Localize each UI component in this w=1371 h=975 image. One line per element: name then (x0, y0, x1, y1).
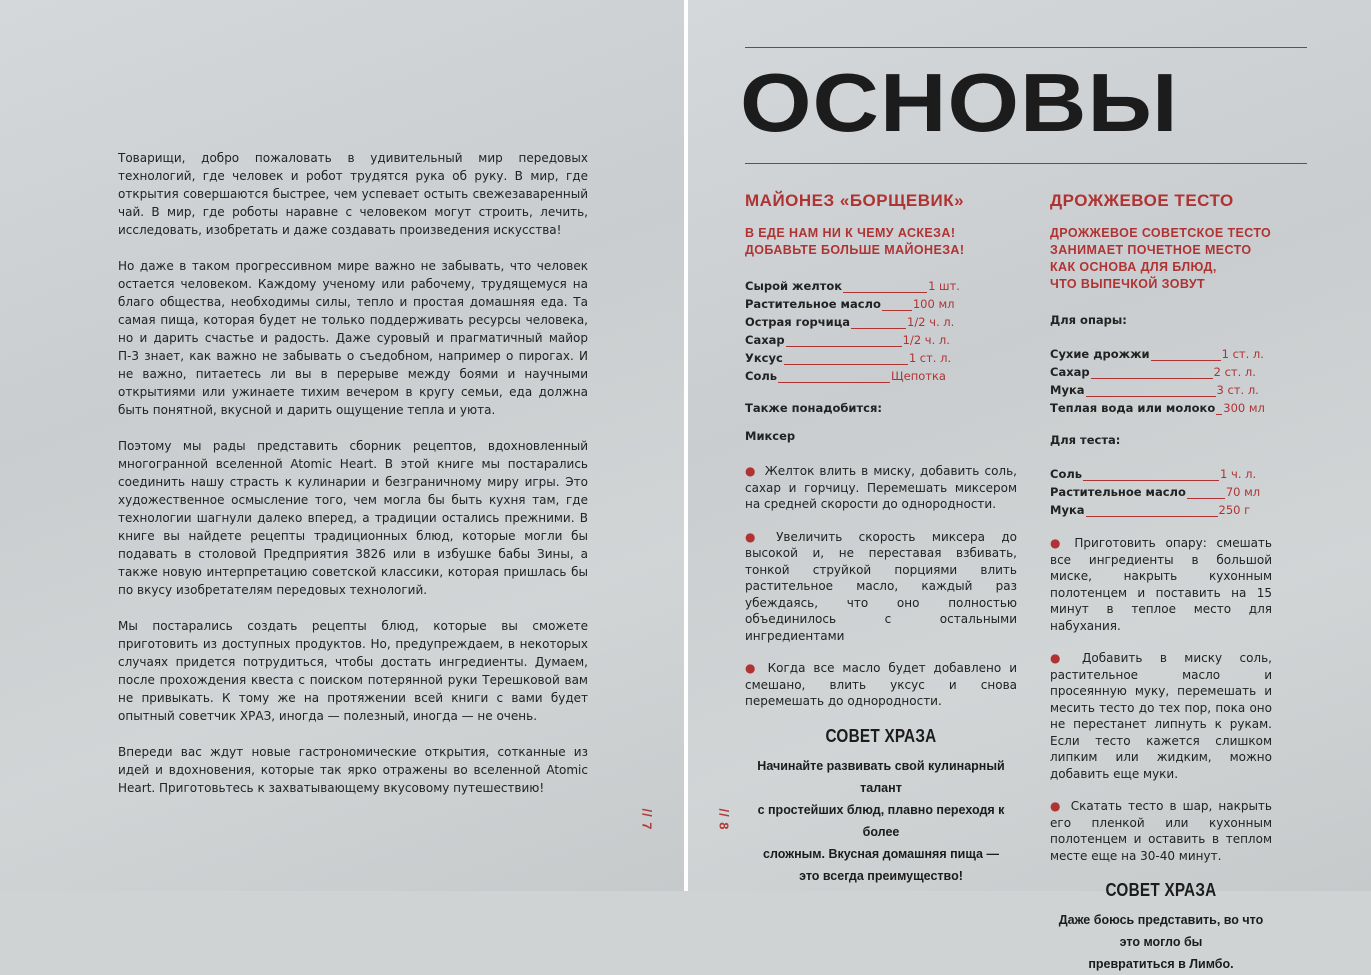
step-item (745, 529, 1017, 645)
ingredient-name: Сахар (745, 333, 785, 347)
ingredient-name: Соль (1050, 467, 1083, 481)
ingredient-row (745, 275, 1017, 293)
ingredient-name: Теплая вода или молоко (1050, 401, 1216, 415)
subtitle-line: ДОБАВЬТЕ БОЛЬШЕ МАЙОНЕЗА! (745, 243, 965, 257)
intro-paragraph: Поэтому мы рады представить сборник рецептов, вдохновленный многогранной вселенной Atomic Heart. В этой книге мы постарались соединить нашу страсть к кулинарии и безграничному миру игры. Это художественное осмысление того, чем могла бы быть кухня там, где технологии шагнули далеко вперед, а традиции остались прежними. В книге вы найдете рецепты традиционных блюд, которые могли бы подавать в столовой Предприятия 3826 или в избушке бабы Зины, а также новую интерпретацию советской классики, которая пришлась бы по вкусу изобретателям передовых технологий. (118, 439, 588, 597)
ingredient-name: Соль (745, 369, 778, 383)
leader-line (786, 340, 902, 347)
step-item (745, 660, 1017, 710)
leader-line (851, 322, 906, 329)
intro-paragraph: Впереди вас ждут новые гастрономические открытия, сотканные из идей и вдохновения, которые так ярко отражены во вселенной Atomic Heart. Приготовьтесь к захватывающему вкусовому путешествию! (118, 745, 588, 795)
step-text: Желток влить в миску, добавить соль, сахар и горчицу. Перемешать миксером на средней скорости до однородности. (745, 464, 1017, 511)
step-text: Увеличить скорость миксера до высокой и, не переставая взбивать, тонкой струйкой порциями влить растительное масло, каждый раз убеждаясь, что оно полностью объединилось с остальными ингредиентами (745, 529, 1017, 643)
ingredient-row (1050, 379, 1272, 397)
page-title: ОСНОВЫ (740, 57, 1179, 149)
ingredient-name: Мука (1050, 383, 1085, 397)
leader-line (1187, 492, 1225, 499)
ingredient-qty: 3 ст. л. (1216, 383, 1259, 397)
tip-line: это всегда преимущество! (799, 868, 963, 883)
ingredient-name: Уксус (745, 351, 783, 365)
step-item (1050, 650, 1272, 782)
page-number-right: // 8 (716, 808, 732, 831)
step-text: Приготовить опару: смешать все ингредиенты в большой миске, накрыть кухонным полотенцем и поставить на 15 минут в теплое место для набухания. (1050, 536, 1272, 633)
ingredient-list (745, 275, 1017, 383)
ingredient-qty: 1 ст. л. (1221, 347, 1264, 361)
ingredient-row (745, 329, 1017, 347)
leader-line (1216, 408, 1222, 415)
tip-line: Даже боюсь представить, во что это могло бы (1058, 913, 1264, 949)
bullet-icon: ● (1050, 536, 1067, 550)
bullet-icon: ● (1050, 651, 1075, 665)
leader-line (1086, 390, 1216, 397)
ingredient-name: Мука (1050, 503, 1085, 517)
bullet-icon: ● (745, 529, 769, 544)
ingredient-row (1050, 361, 1272, 379)
ingredient-row (1050, 499, 1272, 517)
intro-text (118, 149, 588, 815)
step-item (745, 463, 1017, 513)
ingredient-row (1050, 343, 1272, 361)
ingredient-name: Сахар (1050, 365, 1090, 379)
leader-line (1086, 510, 1218, 517)
ingredient-qty: 1 ч. л. (1220, 467, 1257, 481)
ingredient-row (745, 311, 1017, 329)
recipe-subtitle (745, 225, 1017, 259)
ingredient-qty: 1/2 ч. л. (902, 333, 950, 347)
ingredient-name: Острая горчица (745, 315, 851, 329)
starter-label: Для опары: (1050, 313, 1127, 327)
step-text: Когда все масло будет добавлено и смешано, влить уксус и снова перемешать до однородности. (745, 661, 1017, 708)
ingredient-qty: 300 мл (1223, 401, 1265, 415)
ingredient-name: Сырой желток (745, 279, 843, 293)
leader-line (784, 358, 908, 365)
tip-line: с простейших блюд, плавно переходя к более (757, 802, 1005, 839)
subtitle-line: ЗАНИМАЕТ ПОЧЕТНОЕ МЕСТО (1050, 243, 1252, 257)
title-rule-top (745, 47, 1307, 48)
ingredient-row (745, 347, 1017, 365)
ingredient-name: Сухие дрожжи (1050, 347, 1150, 361)
ingredient-qty: 70 мл (1225, 485, 1261, 499)
subtitle-line: КАК ОСНОВА ДЛЯ БЛЮД, (1050, 260, 1217, 274)
ingredient-qty: Щепотка (891, 369, 946, 383)
ingredient-qty: 250 г (1218, 503, 1251, 517)
step-text: Добавить в миску соль, растительное масло и просеянную муку, перемешать и месить тесто до тех пор, пока оно не перестанет липнуть к рукам. Если тесто кажется слишком липким или жидким, можно добавить еще муки. (1050, 651, 1272, 781)
hraz-tip (745, 726, 1017, 887)
recipe-title: ДРОЖЖЕВОЕ ТЕСТО (1050, 191, 1234, 210)
subtitle-line: ЧТО ВЫПЕЧКОЙ ЗОВУТ (1050, 277, 1206, 291)
recipe-yeast-dough (1050, 191, 1272, 975)
ingredient-row (1050, 481, 1272, 499)
page-number-left: // 7 (639, 808, 655, 831)
intro-paragraph: Мы постарались создать рецепты блюд, которые вы сможете приготовить из доступных продуктов. Но, предупреждаем, в некоторых случаях придется потрудиться, чтобы достать ингредиенты. Думаем, после прохождения квеста с поиском потерянной руки Терешковой вам не привыкать. К тому же на протяжении всей книги с вами будет опытный советчик ХРАЗ, иногда — полезный, иногда — не очень. (118, 619, 588, 723)
ingredient-row (1050, 397, 1272, 415)
recipe-subtitle (1050, 225, 1272, 293)
tip-title: СОВЕТ ХРАЗА (825, 725, 937, 746)
step-item (1050, 535, 1272, 634)
recipe-mayonnaise (745, 191, 1017, 887)
recipe-title: МАЙОНЕЗ «БОРЩЕВИК» (745, 191, 965, 210)
equipment-label: Миксер (745, 429, 796, 443)
intro-paragraph: Но даже в таком прогрессивном мире важно не забывать, что человек остается человеком. Каждому ученому или рабочему, трудящемуся на благо общества, необходимы силы, тепло и простая домашняя еда. Та самая пища, которая будет не только поддерживать ресурсы человека, но и дарить счастье и радость. Даже суровый и прагматичный майор П-3 знает, как важно не забывать о съедобном, например о пирогах. И не важно, питаетесь ли вы в перерыве между боями и научными открытиями или ужинаете тихим вечером в кругу семьи, еда должна быть понятной, вкусной и дарить ощущение тепла и уюта. (118, 259, 588, 417)
tip-title: СОВЕТ ХРАЗА (1105, 880, 1217, 900)
tip-text (745, 755, 1017, 887)
leader-line (882, 304, 912, 311)
ingredient-qty: 1 ст. л. (908, 351, 952, 365)
leader-line (1083, 474, 1219, 481)
subtitle-line: В ЕДЕ НАМ НИ К ЧЕМУ АСКЕЗА! (745, 226, 956, 240)
ingredient-row (1050, 463, 1272, 481)
ingredient-qty: 100 мл (912, 297, 955, 311)
intro-paragraph: Товарищи, добро пожаловать в удивительный мир передовых технологий, где человек и робот трудятся рука об руку. В мир, где открытия совершаются быстрее, чем успевает остыть свежезаваренный чай. В мир, где роботы наравне с человеком могут строить, лечить, исследовать, изобретать и даже создавать произведения искусства! (118, 151, 588, 237)
tip-line: сложным. Вкусная домашняя пища — (763, 846, 999, 861)
tip-text (1050, 909, 1272, 975)
step-list (1050, 535, 1272, 864)
tip-line: Начинайте развивать свой кулинарный талант (757, 758, 1005, 795)
ingredient-name: Растительное масло (745, 297, 881, 311)
leader-line (1091, 372, 1213, 379)
ingredient-qty: 1/2 ч. л. (907, 315, 955, 329)
ingredient-row (745, 365, 1017, 383)
step-item (1050, 798, 1272, 864)
bullet-icon: ● (1050, 799, 1063, 813)
also-needed-label: Также понадобится: (745, 401, 882, 415)
subtitle-line: ДРОЖЖЕВОЕ СОВЕТСКОЕ ТЕСТО (1050, 226, 1272, 240)
bullet-icon: ● (745, 661, 760, 675)
starter-ingredient-list (1050, 343, 1272, 415)
leader-line (778, 376, 890, 383)
ingredient-name: Растительное масло (1050, 485, 1186, 499)
tip-line: превратиться в Лимбо. (1088, 957, 1234, 971)
dough-ingredient-list (1050, 463, 1272, 517)
step-list (745, 463, 1017, 710)
dough-label: Для теста: (1050, 433, 1121, 447)
leader-line (843, 286, 927, 293)
ingredient-qty: 2 ст. л. (1213, 365, 1256, 379)
title-rule-bottom (745, 163, 1307, 164)
hraz-tip (1050, 880, 1272, 975)
step-text: Скатать тесто в шар, накрыть его пленкой или кухонным полотенцем и оставить в теплом месте еще на 30-40 минут. (1050, 799, 1272, 863)
ingredient-qty: 1 шт. (928, 279, 960, 293)
ingredient-row (745, 293, 1017, 311)
bullet-icon: ● (745, 464, 757, 478)
leader-line (1151, 354, 1221, 361)
